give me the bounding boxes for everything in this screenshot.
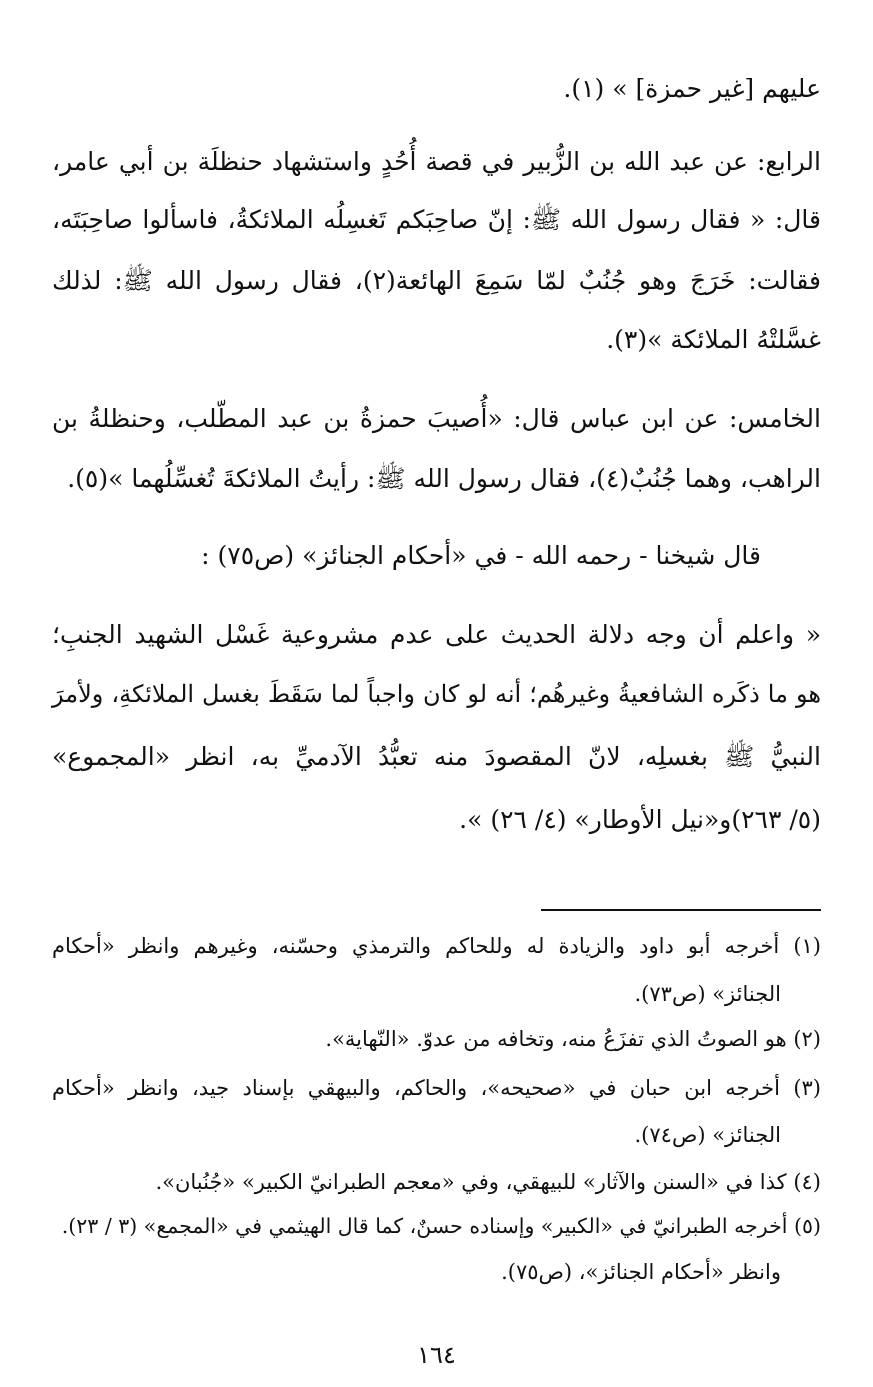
text-line-1: عليهم [غير حمزة] » (١). [563,74,821,103]
text-line-2: الرابع: عن عبد الله بن الزُّبير في قصة أُحُدٍ واستشهاد حنظلَة بن أبي عامر، [52,147,821,176]
text-line-11: النبيُّ ﷺ بغسلِه، لانّ المقصودَ منه تعبُّدُ الآدميِّ به، انظر «المجموع» [52,742,821,771]
text-line-12: (٥/ ٢٦٣)و«نيل الأوطار» (٤/ ٢٦) ». [459,805,821,834]
text-line-3: قال: « فقال رسول الله ﷺ: إنّ صاحِبَكم تَغسِلُه الملائكةُ، فاسألوا صاحِبَتَه، [52,205,821,234]
text-line-4: فقالت: خَرَجَ وهو جُنُبٌ لمّا سَمِعَ الهائعة(٢)، فقال رسول الله ﷺ: لذلك [52,266,822,295]
footnote-1: (١) أخرجه أبو داود والزيادة له وللحاكم والترمذي وحسّنه، وغيرهم وانظر «أحكام [52,934,821,958]
text-line-9: « واعلم أن وجه دلالة الحديث على عدم مشروعية غَسْل الشهيد الجنبِ؛ [52,620,821,649]
footnote-3-cont: الجنائز» (ص٧٤). [634,1123,781,1147]
page-number: ١٦٤ [417,1341,456,1369]
text-line-6: الخامس: عن ابن عباس قال: «أُصيبَ حمزةُ بن عبد المطّلب، وحنظلةُ بن [52,404,821,433]
text-line-7: الراهب، وهما جُنُبٌ(٤)، فقال رسول الله ﷺ: رأيتُ الملائكةَ تُغسِّلُهما »(٥). [67,464,821,493]
footnote-separator [541,909,821,911]
footnote-5-cont: وانظر «أحكام الجنائز»، (ص٧٥). [501,1260,781,1284]
footnote-3: (٣) أخرجه ابن حبان في «صحيحه»، والحاكم، والبيهقي بإسناد جيد، وانظر «أحكام [52,1076,821,1100]
footnote-2: (٢) هو الصوتُ الذي تفزَعُ منه، وتخافه من عدوّ. «النّهاية». [325,1027,821,1051]
footnote-1-cont: الجنائز» (ص٧٣). [634,982,781,1006]
text-line-8: قال شيخنا - رحمه الله - في «أحكام الجنائز» (ص٧٥) : [201,541,761,570]
footnote-4: (٤) كذا في «السنن والآثار» للبيهقي، وفي «معجم الطبرانيّ الكبير» «جُنُبان». [155,1170,821,1194]
footnote-5: (٥) أخرجه الطبرانيّ في «الكبير» وإسناده حسنٌ، كما قال الهيثمي في «المجمع» (٣ / ٢٣). [61,1214,821,1238]
text-line-5: غسَّلتْهُ الملائكة »(٣). [606,325,821,354]
text-line-10: هو ما ذكَره الشافعيةُ وغيرهُم؛ أنه لو كان واجباً لما سَقَطَ بغسل الملائكةِ، ولأمرَ [52,680,821,708]
